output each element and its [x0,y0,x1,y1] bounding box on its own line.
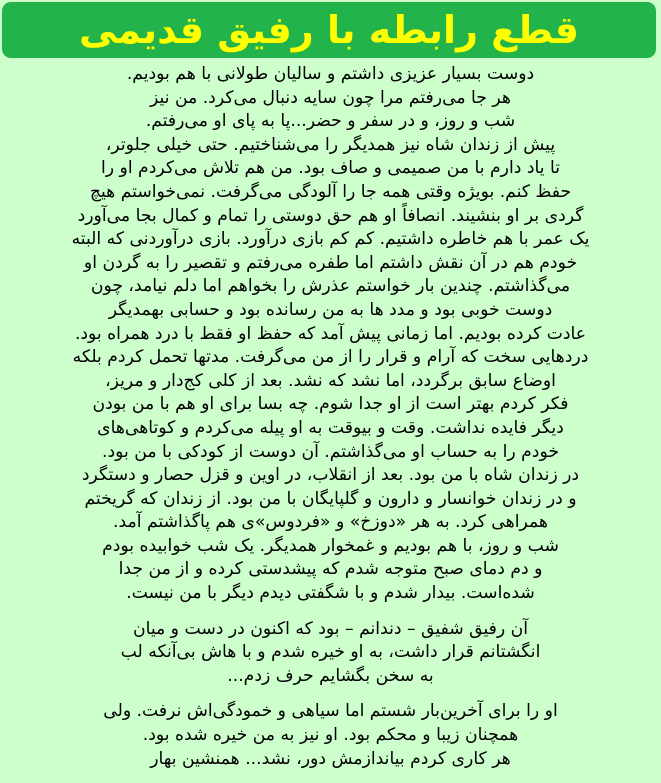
story-body [4,63,657,771]
text-line: انگشتانم قرار داشت، به او خیره شدم و با هاش بی‌آنکه لب [120,642,541,663]
text-line: همراهی کرد. به هر «دوزخ» و «فردوس»ی هم پاگذاشتم آمد. [113,512,548,533]
text-line: دوست بسیار عزیزی داشتم و سالیان طولانی با هم بودیم. [126,64,535,84]
text-line: و در زندان خوانسار و دارون و گلپایگان با من بود. از زندان که گریختم [84,488,577,509]
text-line: دوست خوبی بود و مدد ها به من رسانده بود و حسابی بهمدیگر [108,299,553,320]
text-line: یک عمر با هم خاطره داشتیم. کم کم بازی درآورد. بازی درآوردنی که البته [71,229,590,250]
text-line: تا یاد دارم با من صمیمی و صاف بود. من هم تلاش می‌کردم او را [100,158,561,179]
text-line: پیش از زندان شاه نیز همدیگر را می‌شناختیم. حتی خیلی جلوتر، [105,134,556,155]
text-line: شب و روز، و در سفر و حضر...پا به پای او می‌رفتم. [145,111,516,132]
text-line: همچنان زیبا و محکم بود. او نیز به من خیره شده بود. [142,725,519,746]
page-title: قطع رابطه با رفیق قدیمی [78,8,580,52]
text-line: او را برای آخرین‌بار شستم اما سیاهی و خمودگی‌اش نرفت. ولی [103,701,558,722]
text-line: حفظ کنم. بویژه وقتی همه جا را آلودگی می‌گرفت. نمی‌خواستم هیچ [89,181,572,202]
text-line: خودم هم در آن نقش داشتم اما طفره می‌رفتم و تقصیر را به گردن او [83,252,578,273]
text-line: هر جا می‌رفتم مرا چون سایه دنبال می‌کرد. من نیز [150,87,511,108]
text-line: در زندان شاه با من بود. بعد از انقلاب، در اوین و قزل حصار و دستگرد [81,465,580,486]
text-line: عادت کرده بودیم. اما زمانی پیش آمد که حفظ او فقط با درد همراه بود. [74,323,587,344]
text-line: دردهایی سخت که آرام و قرار را از من می‌گرفت. مدتها تحمل کردم بلکه [72,347,589,368]
text-line: گردی بر او بنشیند. انصافاً او هم حق دوستی را تمام و کمال بجا می‌آورد [77,205,584,226]
text-line: به سخن بگشایم حرف زدم... [227,665,434,686]
text-line: می‌گذاشتم. چندین بار خواستم عذرش را بخواهم اما دلم نیامد، چون [90,276,571,297]
text-line: شده‌است. بیدار شدم و با شگفتی دیدم دیگر با من نیست. [126,583,535,604]
text-line: فکر کردم بهتر است از او جدا شوم. چه بسا برای او هم با من بودن [92,394,569,415]
text-line: آن رفیق شفیق – دندانم – بود که اکنون در دست و میان [132,618,529,639]
title-banner [2,2,656,58]
text-line: دیگر فایده نداشت. وقت و بیوقت به او پیله می‌کردم و کوتاهی‌های [97,417,564,438]
paragraph-1 [4,63,657,606]
text-line: و دم دمای صبح متوجه شدم که پیشدستی کرده و از من جدا [118,559,543,580]
paragraph-2 [4,618,657,689]
paragraph-3 [4,700,657,771]
text-line: اوضاع سابق برگردد، اما نشد که نشد. بعد از کلی کج‌دار و مریز، [105,370,556,391]
text-line: هر کاری کردم بیاندازمش دور، نشد... همنشین بهار [150,748,511,769]
text-line: شب و روز، با هم بودیم و غمخوار همدیگر. یک شب خوابیده بودم [102,535,559,556]
text-line: خودم را به حساب او می‌گذاشتم. آن دوست از کودکی با من بود. [102,441,559,462]
